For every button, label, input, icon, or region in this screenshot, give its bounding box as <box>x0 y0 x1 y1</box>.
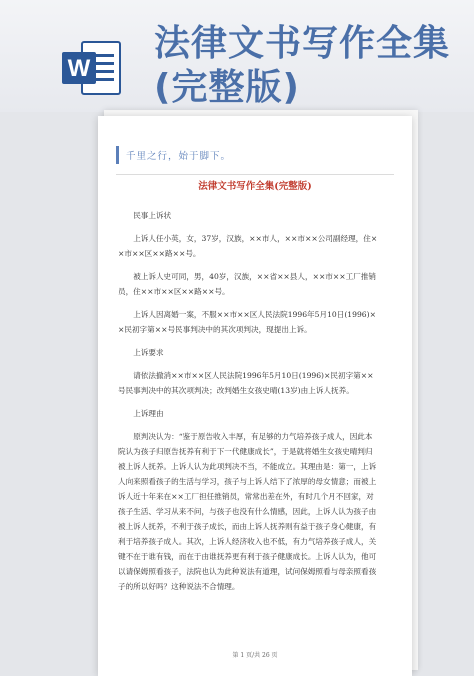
reasons-paragraph: 原判决认为：“鉴于原告收入丰厚，有足够的力气培养孩子成人，因此本院认为孩子归原告抚养有利于下一代健康成长”，于是就将婚生女孩史晴判归被上诉人抚养。上诉人认为此项判决不当，不能成立。其理由是：第一，上诉人向来照看孩子的生活与学习，孩子与上诉人结下了浓厚的母女情意；而被上诉人近十年来在××工厂担任推销员，常常出差在外，有时几个月不回家，对孩子生活、学习从来不问，与孩子也没有什么情感，因此，上诉人认为孩子由被上诉人抚养，不利于孩子成长，而由上诉人抚养则有益于孩子身心健康，有利于培养孩子成人。其次，上诉人经济收入也不低，有力气培养孩子成人，关键不在于谁有钱，而在于由谁抚养更有利于孩子健康成长。上诉人认为，他可以请保姆照看孩子，法院也认为此种说法有道理，试问保姆照看与母亲照看孩子的所以好吗？这种说法不合情理。 <box>118 432 377 591</box>
appellant-paragraph: 上诉人任小英，女，37岁，汉族，××市人，××市××公司副经理，住××市××区××路××号。 <box>118 234 378 258</box>
case-paragraph: 上诉人因离婚一案，不服××市××区人民法院1996年5月10日(1996)××民初字第××号民事判决中的其次项判决，现提出上诉。 <box>118 310 376 334</box>
word-icon <box>60 38 122 98</box>
section-heading-reasons: 上诉理由 <box>133 409 164 418</box>
requests-paragraph: 请依法撤消××市××区人民法院1996年5月10日(1996)×民初字第××号民事判决中的其次项判决；改判婚生女孩史晴(13岁)由上诉人抚养。 <box>118 371 374 395</box>
section-heading-appeal: 民事上诉状 <box>133 211 172 220</box>
header-divider <box>116 174 394 175</box>
document-title: 法律文书写作全集(完整版) <box>198 181 312 192</box>
banner-title-line1: 法律文书写作全集 <box>154 23 451 64</box>
motto-accent-bar <box>116 146 119 164</box>
page-number: 第 1 页/共 26 页 <box>232 652 278 659</box>
section-heading-requests: 上诉要求 <box>133 348 164 357</box>
word-icon-letter: W <box>67 55 91 82</box>
banner-title <box>154 22 450 110</box>
document-page <box>98 116 412 676</box>
header-banner <box>0 0 474 112</box>
motto-text: 千里之行，始于脚下。 <box>126 151 232 162</box>
appellee-paragraph: 被上诉人史可同，男，40岁，汉族，××省××县人，××市××工厂推销员，住××市××区××路××号。 <box>118 272 376 296</box>
banner-title-line2: (完整版) <box>154 67 300 108</box>
document-body <box>118 208 380 602</box>
